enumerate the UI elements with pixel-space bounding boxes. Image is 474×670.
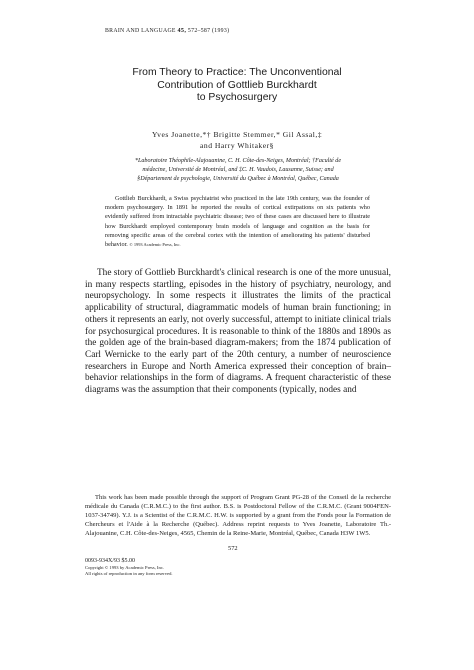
affiliation-line: §Département de psychologie, Université du Québec à Montréal, Québec, Canada — [137, 176, 339, 183]
rights-line: All rights of reproduction in any form reserved. — [85, 571, 173, 577]
body-text — [85, 268, 391, 397]
journal-pages: 572–587 (1993) — [187, 28, 230, 34]
authors — [80, 130, 394, 151]
authors-line: and Harry Whitaker§ — [200, 140, 274, 150]
affiliation-line: médecine, Université de Montréal, and ‡C. H. Vaudois, Lausanne, Suisse; and — [142, 167, 334, 174]
publication-info — [85, 557, 285, 578]
abstract — [105, 194, 370, 249]
journal-volume: 45, — [177, 27, 187, 34]
page-number: 572 — [228, 545, 238, 552]
journal-name: BRAIN AND LANGUAGE — [105, 28, 176, 34]
title-line: Contribution of Gottlieb Burckhardt — [157, 79, 317, 91]
abstract-text: Gottlieb Burckhardt, a Swiss psychiatrist who practiced in the late 19th century, was the founder of modern psychosurgery. In 1891 he reported the results of cortical extirpations on six patients who evidently suffered from intractable psychiatric disease; two of these cases are discussed here to illustrate how Burckhardt employed contemporary brain models of language and cognition as the basis for removing specific areas of the cerebral cortex with the intention of ameliorating his patients' disturbed behavior. — [105, 195, 370, 249]
body-paragraph: The story of Gottlieb Burckhardt's clinical research is one of the more unusual, in many respects startling, episodes in the history of psychiatry, neurology, and neuropsychology. In some respects it illustrates the limits of the practical applicability of structural, diagrammatic models of human brain functioning; in others it represents an early, not overly successful, attempt to initiate clinical trials for psychosurgical procedures. It is reasonable to think of the 1880s and 1890s as the golden age of the brain-based diagram-makers; from the 1874 publication of Carl Wernicke to the early part of the 20th century, a number of neuroscience researchers in Europe and North America expressed their conception of brain–behavior relationships in the form of diagrams. A frequent characteristic of these diagrams was the assumption that their components (typically, nodes and — [85, 268, 391, 396]
footnote-paragraph: This work has been made possible through the support of Program Grant PG-28 of the Conseil de la recherche médicale du Canada (C.R.M.C.) to the first author. B.S. is Postdoctoral Fellow of the C.R.M.C. (Grant 9004FEN-1037-34749). Y.J. is a Scientist of the C.R.M.C. H.W. is supported by a grant from the Fonds pour la Formation de Chercheurs et l'Aide à la Recherche (Québec). Address reprint requests to Yves Joanette, Laboratoire Th.-Alajouanine, C.H. Côte-des-Neiges, 4565, Chemin de la Reine-Marie, Montréal, Québec, Canada H3W 1W5. — [85, 494, 391, 537]
authors-line: Yves Joanette,*† Brigitte Stemmer,* Gil Assal,‡ — [151, 130, 323, 139]
journal-header — [105, 27, 229, 34]
title-line: to Psychosurgery — [196, 92, 278, 104]
issn: 0093-934X/93 $5.00 — [85, 558, 135, 564]
copyright-line: Copyright © 1993 by Academic Press, Inc. — [85, 565, 165, 570]
abstract-copyright: © 1993 Academic Press, Inc. — [129, 242, 181, 248]
footnote — [85, 494, 391, 539]
title-line: From Theory to Practice: The Unconventional — [132, 67, 342, 78]
affiliations — [104, 157, 372, 185]
article-title — [80, 67, 394, 105]
affiliation-line: *Laboratoire Théophile-Alajouanine, C. H. Côte-des-Neiges, Montréal; †Faculté de — [134, 158, 342, 164]
